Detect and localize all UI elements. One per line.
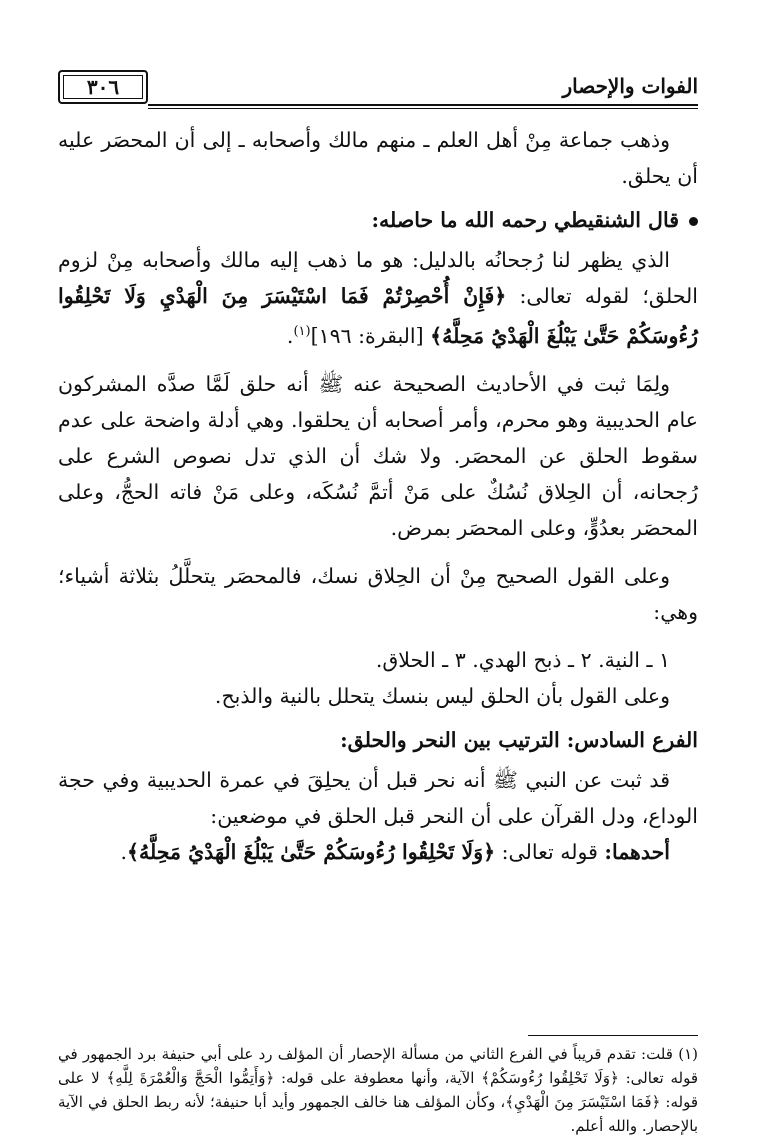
section-heading-shanqiti <box>58 202 698 238</box>
quran-verse-2: ﴿وَلَا تَحْلِقُوا رُءُوسَكُمْ حَتَّىٰ يَبْلُغَ الْهَدْيُ مَحِلَّهُ﴾ <box>127 839 496 864</box>
first-label: أحدهما: <box>604 839 670 864</box>
main-text <box>58 122 698 870</box>
verse-reference: [البقرة: ١٩٦] <box>310 323 431 348</box>
footnote-text: قلت: تقدم قريباً في الفرع الثاني من مسألة الإحصار أن المؤلف رد على أبي حنيفة برد الجمهور في قوله تعالى: ﴿وَلَا تَحْلِقُوا رُءُوسَكُمْ﴾ الآية، وأنها معطوفة على قوله: ﴿وَأَتِمُّوا الْحَجَّ وَالْعُمْرَةَ لِلَّهِ﴾ لا على قوله: ﴿فَمَا اسْتَيْسَرَ مِنَ الْهَدْيِ﴾، وكأن المؤلف هنا خالف الجمهور وأيد أبا حنيفة؛ لأنه ربط الحلق في الآية بالإحصار. والله أعلم. <box>58 1045 698 1135</box>
paragraph-6: قد ثبت عن النبي ﷺ أنه نحر قبل أن يحلِقَ في عمرة الحديبية وفي حجة الوداع، ودل القرآن على أن النحر قبل الحلق في موضعين: <box>58 767 698 828</box>
header-rule <box>148 104 698 106</box>
paragraph-7-end: . <box>120 839 127 864</box>
quran-verse: ﴿فَإِنْ أُحْصِرْتُمْ فَمَا اسْتَيْسَرَ مِنَ الْهَدْيِ وَلَا تَحْلِقُوا رُءُوسَكُمْ حَتَّىٰ يَبْلُغَ الْهَدْيُ مَحِلَّهُ﴾ <box>58 284 698 348</box>
bullet-icon <box>689 217 698 226</box>
heading-text: قال الشنقيطي رحمه الله ما حاصله: <box>371 208 679 232</box>
footnote-marker[interactable]: (١) <box>293 324 311 339</box>
header-rule-thin <box>148 108 698 109</box>
paragraph-1: وذهب جماعة مِنْ أهل العلم ـ منهم مالك وأصحابه ـ إلى أن المحصَر عليه أن يحلق. <box>58 128 698 188</box>
paragraph-2-end: . <box>286 323 294 348</box>
section-heading-branch-six: الفرع السادس: الترتيب بين النحر والحلق: <box>340 727 698 752</box>
page-header <box>58 70 698 110</box>
numbered-list: ١ ـ النية. ٢ ـ ذبح الهدي. ٣ ـ الحلاق. <box>375 647 670 672</box>
paragraph-7-text: قوله تعالى: <box>495 839 605 864</box>
paragraph-2-text: الذي يظهر لنا رُجحانُه بالدليل: هو ما ذهب إليه مالك وأصحابه مِنْ لزوم الحلق؛ لقوله تعالى: <box>58 248 698 308</box>
paragraph-7 <box>58 834 698 870</box>
paragraph-5: وعلى القول بأن الحلق ليس بنسك يتحلل بالنية والذبح. <box>214 683 670 708</box>
running-title: الفوات والإحصار <box>562 74 698 98</box>
footnote-number: (١) <box>678 1045 698 1063</box>
footnote-rule <box>528 1035 698 1036</box>
paragraph-4: وعلى القول الصحيح مِنْ أن الحِلاق نسك، فالمحصَر يتحلَّلُ بثلاثة أشياء؛ وهي: <box>58 563 698 624</box>
paragraph-2 <box>58 242 698 354</box>
paragraph-3: ولِمَا ثبت في الأحاديث الصحيحة عنه ﷺ أنه حلق لَمَّا صدَّه المشركون عام الحديبية وهو محرم، وأمر أصحابه أن يحلقوا. وهي أدلة واضحة على عدم سقوط الحلق عن المحصَر. ولا شك أن الذي تدل نصوص الشرع على رُجحانه، أن الحِلاق نُسُكٌ على مَنْ أتمَّ نُسُكَه، وعلى مَنْ فاته الحجُّ، وعلى المحصَر بعدُوٍّ، وعلى المحصَر بمرض. <box>58 371 698 540</box>
footnote <box>58 1042 698 1138</box>
page-number: ٣٠٦ <box>58 70 148 104</box>
